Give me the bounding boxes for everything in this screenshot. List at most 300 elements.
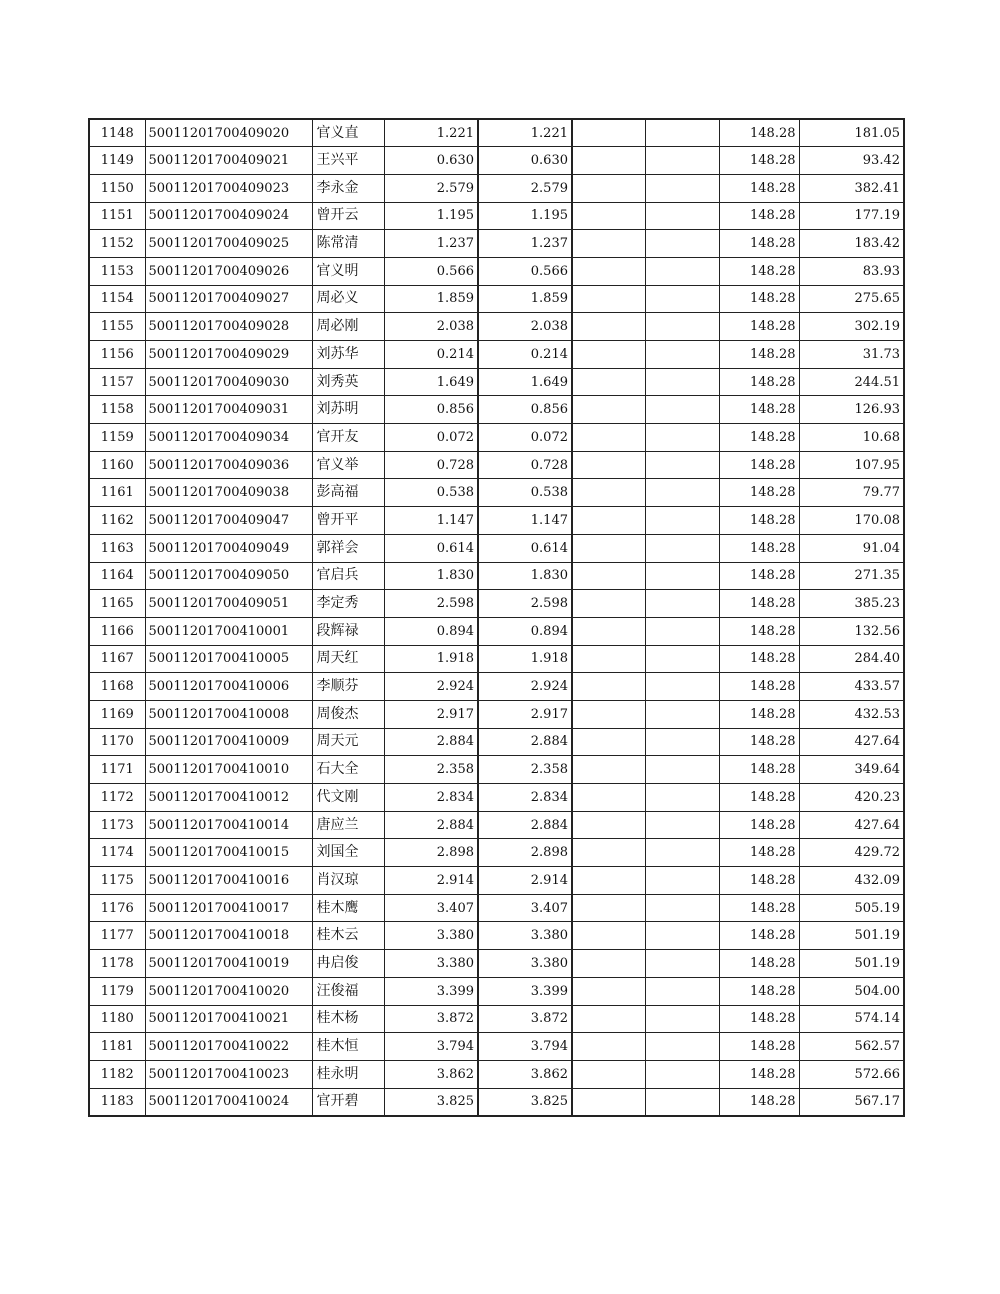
confirmed-area-cell: 2.598 [478,590,572,618]
area-cell: 2.884 [384,811,478,839]
confirmed-area-cell: 1.221 [478,119,572,147]
amount-cell: 284.40 [799,645,904,673]
table-row [89,867,904,895]
owner-name-cell: 周天红 [312,645,384,673]
empty-cell [645,562,719,590]
row-number-cell: 1181 [89,1033,145,1061]
amount-cell: 275.65 [799,285,904,313]
empty-cell [645,1005,719,1033]
unit-price-cell: 148.28 [719,534,799,562]
area-cell: 0.630 [384,147,478,175]
area-cell: 3.825 [384,1088,478,1116]
empty-cell [572,811,645,839]
empty-cell [572,285,645,313]
table-body [89,119,904,1116]
owner-name-cell: 李永金 [312,174,384,202]
area-cell: 3.407 [384,894,478,922]
amount-cell: 183.42 [799,230,904,258]
parcel-code-cell: 50011201700409027 [145,285,312,313]
row-number-cell: 1176 [89,894,145,922]
table-row [89,451,904,479]
amount-cell: 505.19 [799,894,904,922]
owner-name-cell: 周天元 [312,728,384,756]
parcel-code-cell: 50011201700409036 [145,451,312,479]
empty-cell [572,451,645,479]
parcel-code-cell: 50011201700409034 [145,424,312,452]
amount-cell: 567.17 [799,1088,904,1116]
table-row [89,313,904,341]
area-cell: 0.728 [384,451,478,479]
owner-name-cell: 曾开云 [312,202,384,230]
owner-name-cell: 官义直 [312,119,384,147]
area-cell: 0.856 [384,396,478,424]
confirmed-area-cell: 0.614 [478,534,572,562]
table-row [89,922,904,950]
row-number-cell: 1152 [89,230,145,258]
amount-cell: 170.08 [799,507,904,535]
owner-name-cell: 郭祥会 [312,534,384,562]
row-number-cell: 1168 [89,673,145,701]
table-row [89,756,904,784]
owner-name-cell: 官开碧 [312,1088,384,1116]
owner-name-cell: 代文刚 [312,784,384,812]
amount-cell: 271.35 [799,562,904,590]
table-row [89,894,904,922]
confirmed-area-cell: 2.358 [478,756,572,784]
empty-cell [572,728,645,756]
table-row [89,728,904,756]
empty-cell [645,451,719,479]
table-row [89,1060,904,1088]
amount-cell: 427.64 [799,728,904,756]
empty-cell [645,867,719,895]
owner-name-cell: 刘苏明 [312,396,384,424]
empty-cell [645,922,719,950]
area-cell: 2.579 [384,174,478,202]
unit-price-cell: 148.28 [719,756,799,784]
unit-price-cell: 148.28 [719,368,799,396]
table-row [89,950,904,978]
empty-cell [645,396,719,424]
table-row [89,479,904,507]
owner-name-cell: 刘秀英 [312,368,384,396]
parcel-code-cell: 50011201700409021 [145,147,312,175]
table-row [89,784,904,812]
table-row [89,424,904,452]
confirmed-area-cell: 2.914 [478,867,572,895]
amount-cell: 504.00 [799,977,904,1005]
confirmed-area-cell: 2.917 [478,700,572,728]
table-row [89,507,904,535]
empty-cell [572,341,645,369]
owner-name-cell: 桂木云 [312,922,384,950]
unit-price-cell: 148.28 [719,867,799,895]
area-cell: 0.614 [384,534,478,562]
row-number-cell: 1182 [89,1060,145,1088]
confirmed-area-cell: 0.894 [478,617,572,645]
confirmed-area-cell: 0.856 [478,396,572,424]
area-cell: 1.649 [384,368,478,396]
confirmed-area-cell: 2.898 [478,839,572,867]
empty-cell [645,285,719,313]
empty-cell [645,784,719,812]
unit-price-cell: 148.28 [719,700,799,728]
unit-price-cell: 148.28 [719,839,799,867]
empty-cell [645,119,719,147]
empty-cell [645,257,719,285]
empty-cell [645,728,719,756]
amount-cell: 244.51 [799,368,904,396]
empty-cell [572,424,645,452]
confirmed-area-cell: 3.399 [478,977,572,1005]
area-cell: 3.380 [384,950,478,978]
amount-cell: 79.77 [799,479,904,507]
confirmed-area-cell: 2.038 [478,313,572,341]
row-number-cell: 1183 [89,1088,145,1116]
table-row [89,1088,904,1116]
owner-name-cell: 刘国全 [312,839,384,867]
area-cell: 0.538 [384,479,478,507]
parcel-code-cell: 50011201700409029 [145,341,312,369]
parcel-code-cell: 50011201700410017 [145,894,312,922]
confirmed-area-cell: 1.918 [478,645,572,673]
row-number-cell: 1170 [89,728,145,756]
empty-cell [572,922,645,950]
unit-price-cell: 148.28 [719,673,799,701]
amount-cell: 385.23 [799,590,904,618]
unit-price-cell: 148.28 [719,341,799,369]
amount-cell: 181.05 [799,119,904,147]
empty-cell [572,174,645,202]
parcel-code-cell: 50011201700410008 [145,700,312,728]
confirmed-area-cell: 1.830 [478,562,572,590]
owner-name-cell: 桂永明 [312,1060,384,1088]
table-row [89,1033,904,1061]
parcel-code-cell: 50011201700410018 [145,922,312,950]
unit-price-cell: 148.28 [719,784,799,812]
empty-cell [645,673,719,701]
table-row [89,811,904,839]
confirmed-area-cell: 0.538 [478,479,572,507]
unit-price-cell: 148.28 [719,977,799,1005]
area-cell: 1.195 [384,202,478,230]
unit-price-cell: 148.28 [719,396,799,424]
amount-cell: 107.95 [799,451,904,479]
unit-price-cell: 148.28 [719,617,799,645]
confirmed-area-cell: 1.147 [478,507,572,535]
row-number-cell: 1169 [89,700,145,728]
area-cell: 2.038 [384,313,478,341]
empty-cell [645,174,719,202]
parcel-code-cell: 50011201700409023 [145,174,312,202]
data-table [88,118,905,1117]
empty-cell [572,1060,645,1088]
confirmed-area-cell: 3.407 [478,894,572,922]
confirmed-area-cell: 1.649 [478,368,572,396]
unit-price-cell: 148.28 [719,811,799,839]
row-number-cell: 1160 [89,451,145,479]
parcel-code-cell: 50011201700410006 [145,673,312,701]
empty-cell [572,645,645,673]
empty-cell [572,700,645,728]
table-row [89,368,904,396]
parcel-code-cell: 50011201700410024 [145,1088,312,1116]
row-number-cell: 1171 [89,756,145,784]
area-cell: 2.598 [384,590,478,618]
area-cell: 1.830 [384,562,478,590]
row-number-cell: 1158 [89,396,145,424]
parcel-code-cell: 50011201700410021 [145,1005,312,1033]
unit-price-cell: 148.28 [719,424,799,452]
table-row [89,562,904,590]
area-cell: 0.894 [384,617,478,645]
row-number-cell: 1155 [89,313,145,341]
owner-name-cell: 汪俊福 [312,977,384,1005]
parcel-code-cell: 50011201700409020 [145,119,312,147]
row-number-cell: 1157 [89,368,145,396]
owner-name-cell: 肖汉琼 [312,867,384,895]
empty-cell [645,839,719,867]
empty-cell [572,977,645,1005]
amount-cell: 562.57 [799,1033,904,1061]
table-row [89,590,904,618]
row-number-cell: 1167 [89,645,145,673]
area-cell: 0.214 [384,341,478,369]
owner-name-cell: 彭高福 [312,479,384,507]
parcel-code-cell: 50011201700409038 [145,479,312,507]
parcel-code-cell: 50011201700409050 [145,562,312,590]
area-cell: 3.794 [384,1033,478,1061]
amount-cell: 574.14 [799,1005,904,1033]
row-number-cell: 1177 [89,922,145,950]
owner-name-cell: 曾开平 [312,507,384,535]
unit-price-cell: 148.28 [719,507,799,535]
owner-name-cell: 桂木杨 [312,1005,384,1033]
empty-cell [645,341,719,369]
area-cell: 2.884 [384,728,478,756]
confirmed-area-cell: 3.862 [478,1060,572,1088]
table-row [89,202,904,230]
parcel-code-cell: 50011201700410014 [145,811,312,839]
unit-price-cell: 148.28 [719,1088,799,1116]
unit-price-cell: 148.28 [719,1060,799,1088]
unit-price-cell: 148.28 [719,119,799,147]
area-cell: 2.917 [384,700,478,728]
area-cell: 1.918 [384,645,478,673]
owner-name-cell: 陈常清 [312,230,384,258]
empty-cell [572,1005,645,1033]
empty-cell [645,1060,719,1088]
empty-cell [645,534,719,562]
owner-name-cell: 周必刚 [312,313,384,341]
owner-name-cell: 冉启俊 [312,950,384,978]
confirmed-area-cell: 2.884 [478,728,572,756]
empty-cell [572,1033,645,1061]
owner-name-cell: 王兴平 [312,147,384,175]
table-row [89,257,904,285]
owner-name-cell: 官开友 [312,424,384,452]
parcel-code-cell: 50011201700409028 [145,313,312,341]
unit-price-cell: 148.28 [719,894,799,922]
row-number-cell: 1159 [89,424,145,452]
amount-cell: 132.56 [799,617,904,645]
unit-price-cell: 148.28 [719,147,799,175]
owner-name-cell: 石大全 [312,756,384,784]
row-number-cell: 1175 [89,867,145,895]
confirmed-area-cell: 3.794 [478,1033,572,1061]
amount-cell: 501.19 [799,950,904,978]
amount-cell: 432.53 [799,700,904,728]
area-cell: 3.872 [384,1005,478,1033]
confirmed-area-cell: 1.859 [478,285,572,313]
area-cell: 3.399 [384,977,478,1005]
owner-name-cell: 李顺芬 [312,673,384,701]
amount-cell: 572.66 [799,1060,904,1088]
amount-cell: 349.64 [799,756,904,784]
empty-cell [645,507,719,535]
empty-cell [645,894,719,922]
table-row [89,341,904,369]
empty-cell [645,756,719,784]
unit-price-cell: 148.28 [719,728,799,756]
amount-cell: 501.19 [799,922,904,950]
parcel-code-cell: 50011201700410001 [145,617,312,645]
table-row [89,174,904,202]
empty-cell [645,645,719,673]
confirmed-area-cell: 0.630 [478,147,572,175]
amount-cell: 427.64 [799,811,904,839]
empty-cell [645,147,719,175]
table-row [89,230,904,258]
empty-cell [572,257,645,285]
row-number-cell: 1174 [89,839,145,867]
empty-cell [572,202,645,230]
row-number-cell: 1151 [89,202,145,230]
table-row [89,700,904,728]
empty-cell [645,617,719,645]
table-row [89,147,904,175]
row-number-cell: 1164 [89,562,145,590]
empty-cell [572,839,645,867]
parcel-code-cell: 50011201700410012 [145,784,312,812]
owner-name-cell: 刘苏华 [312,341,384,369]
parcel-code-cell: 50011201700410010 [145,756,312,784]
amount-cell: 83.93 [799,257,904,285]
parcel-code-cell: 50011201700409051 [145,590,312,618]
row-number-cell: 1179 [89,977,145,1005]
empty-cell [645,230,719,258]
parcel-code-cell: 50011201700410019 [145,950,312,978]
area-cell: 1.237 [384,230,478,258]
area-cell: 1.859 [384,285,478,313]
parcel-code-cell: 50011201700410022 [145,1033,312,1061]
area-cell: 2.898 [384,839,478,867]
parcel-code-cell: 50011201700410009 [145,728,312,756]
table-row [89,645,904,673]
amount-cell: 10.68 [799,424,904,452]
parcel-code-cell: 50011201700410020 [145,977,312,1005]
confirmed-area-cell: 0.072 [478,424,572,452]
unit-price-cell: 148.28 [719,479,799,507]
table-row [89,839,904,867]
row-number-cell: 1150 [89,174,145,202]
row-number-cell: 1172 [89,784,145,812]
amount-cell: 429.72 [799,839,904,867]
empty-cell [572,894,645,922]
confirmed-area-cell: 0.214 [478,341,572,369]
parcel-code-cell: 50011201700410023 [145,1060,312,1088]
empty-cell [645,313,719,341]
parcel-code-cell: 50011201700409031 [145,396,312,424]
area-cell: 2.924 [384,673,478,701]
parcel-code-cell: 50011201700409047 [145,507,312,535]
table-row [89,673,904,701]
empty-cell [572,617,645,645]
table-row [89,285,904,313]
owner-name-cell: 李定秀 [312,590,384,618]
area-cell: 2.358 [384,756,478,784]
owner-name-cell: 唐应兰 [312,811,384,839]
empty-cell [572,562,645,590]
owner-name-cell: 桂木鹰 [312,894,384,922]
owner-name-cell: 周俊杰 [312,700,384,728]
area-cell: 2.914 [384,867,478,895]
area-cell: 0.072 [384,424,478,452]
row-number-cell: 1173 [89,811,145,839]
unit-price-cell: 148.28 [719,1033,799,1061]
empty-cell [645,590,719,618]
unit-price-cell: 148.28 [719,1005,799,1033]
unit-price-cell: 148.28 [719,257,799,285]
area-cell: 0.566 [384,257,478,285]
row-number-cell: 1178 [89,950,145,978]
amount-cell: 420.23 [799,784,904,812]
empty-cell [645,479,719,507]
parcel-code-cell: 50011201700409026 [145,257,312,285]
table-row [89,617,904,645]
owner-name-cell: 段辉禄 [312,617,384,645]
confirmed-area-cell: 2.834 [478,784,572,812]
amount-cell: 433.57 [799,673,904,701]
owner-name-cell: 官义明 [312,257,384,285]
empty-cell [572,119,645,147]
confirmed-area-cell: 0.728 [478,451,572,479]
parcel-code-cell: 50011201700410005 [145,645,312,673]
confirmed-area-cell: 1.195 [478,202,572,230]
amount-cell: 91.04 [799,534,904,562]
confirmed-area-cell: 3.380 [478,922,572,950]
empty-cell [572,507,645,535]
unit-price-cell: 148.28 [719,174,799,202]
empty-cell [572,756,645,784]
amount-cell: 31.73 [799,341,904,369]
amount-cell: 382.41 [799,174,904,202]
empty-cell [645,811,719,839]
table-row [89,119,904,147]
owner-name-cell: 周必义 [312,285,384,313]
empty-cell [572,1088,645,1116]
owner-name-cell: 桂木恒 [312,1033,384,1061]
empty-cell [572,396,645,424]
empty-cell [572,479,645,507]
unit-price-cell: 148.28 [719,285,799,313]
unit-price-cell: 148.28 [719,645,799,673]
unit-price-cell: 148.28 [719,230,799,258]
empty-cell [645,424,719,452]
confirmed-area-cell: 0.566 [478,257,572,285]
empty-cell [572,950,645,978]
empty-cell [645,1088,719,1116]
